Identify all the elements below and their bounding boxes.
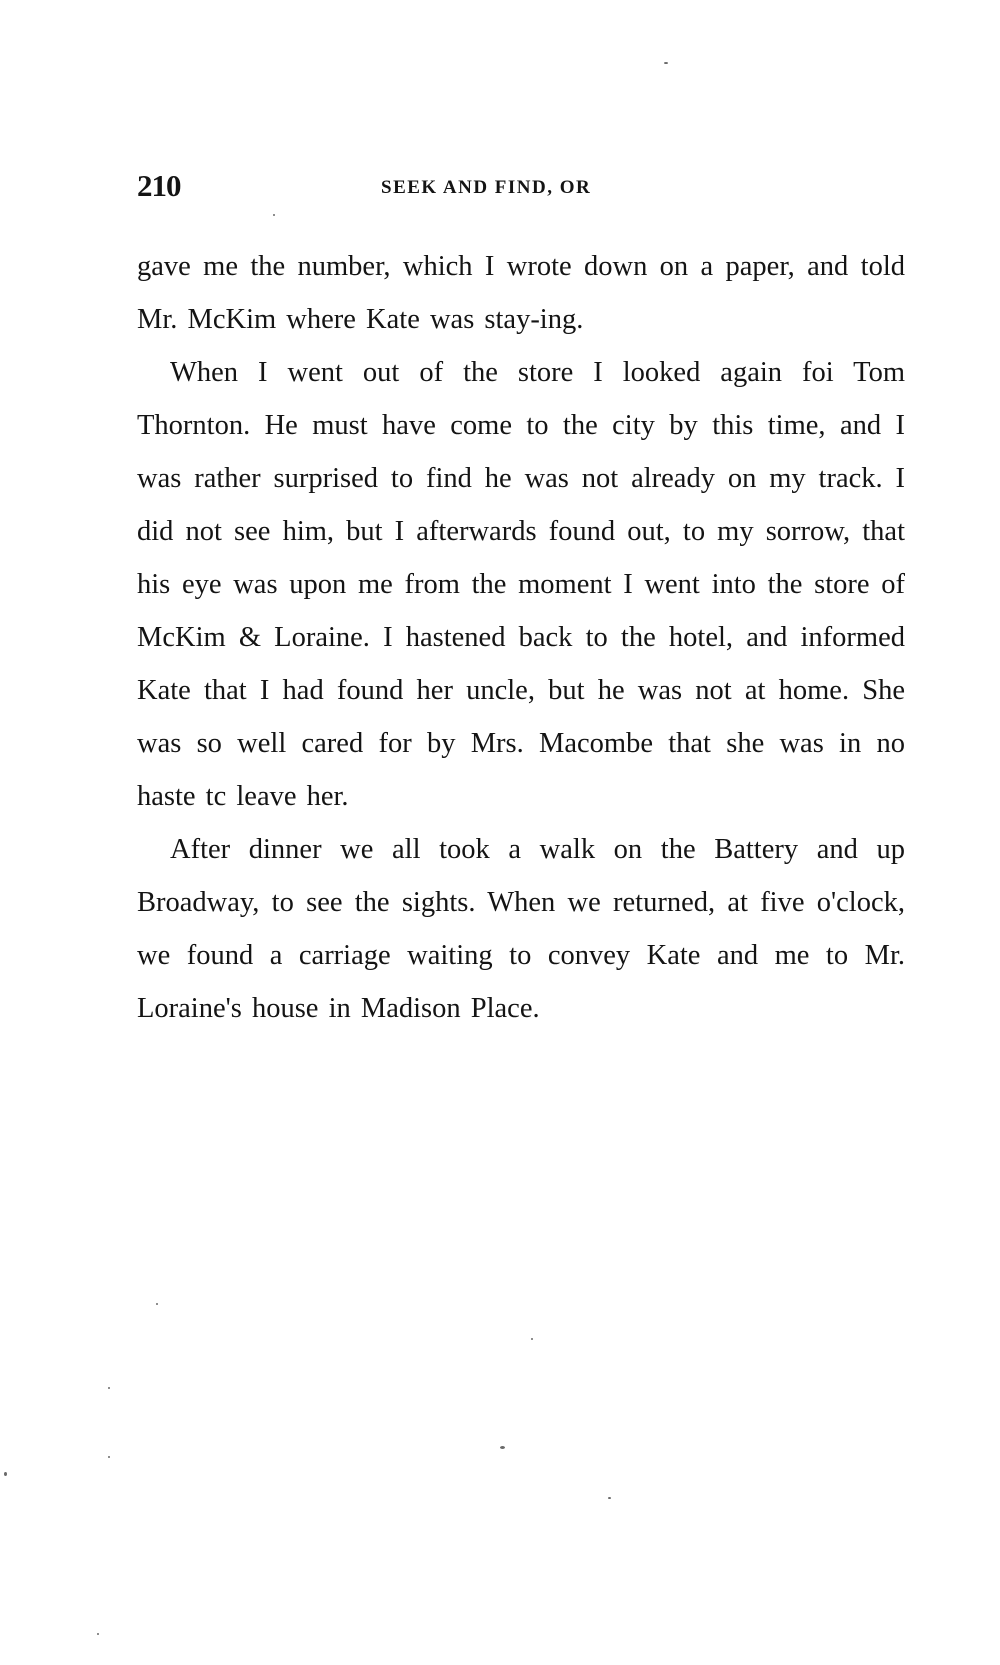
paragraph: After dinner we all took a walk on the Battery and up Broadway, to see the sights. When we returned, at five o'clock, we found a carriage waiting to convey Kate and me to Mr. Loraine's house in Madison Place. — [137, 834, 905, 1024]
body-text — [137, 240, 905, 1035]
page-header — [137, 168, 905, 208]
paragraph: When I went out of the store I looked again foi Tom Thornton. He must have come to the city by this time, and I was rather surprised to find he was not already on my track. I did not see him, but I afterwards found out, to my sorrow, that his eye was upon me from the moment I went into the store of McKim & Loraine. I hastened back to the hotel, and informed Kate that I had found her uncle, but he was not at home. She was so well cared for by Mrs. Macombe that she was in no haste tc leave her. — [137, 357, 905, 812]
print-speck — [156, 1303, 158, 1305]
print-speck — [608, 1497, 611, 1499]
print-speck — [664, 62, 668, 64]
print-speck — [500, 1446, 505, 1449]
page-number: 210 — [137, 168, 181, 203]
running-head: SEEK AND FIND, OR — [381, 177, 592, 198]
print-speck — [273, 214, 275, 216]
print-speck — [531, 1338, 533, 1340]
print-speck — [4, 1472, 7, 1476]
print-speck — [108, 1456, 110, 1458]
paragraph-continued: gave me the number, which I wrote down on a paper, and told Mr. McKim where Kate was stay-ing. — [137, 251, 905, 335]
print-speck — [108, 1387, 110, 1389]
print-speck — [97, 1633, 99, 1635]
